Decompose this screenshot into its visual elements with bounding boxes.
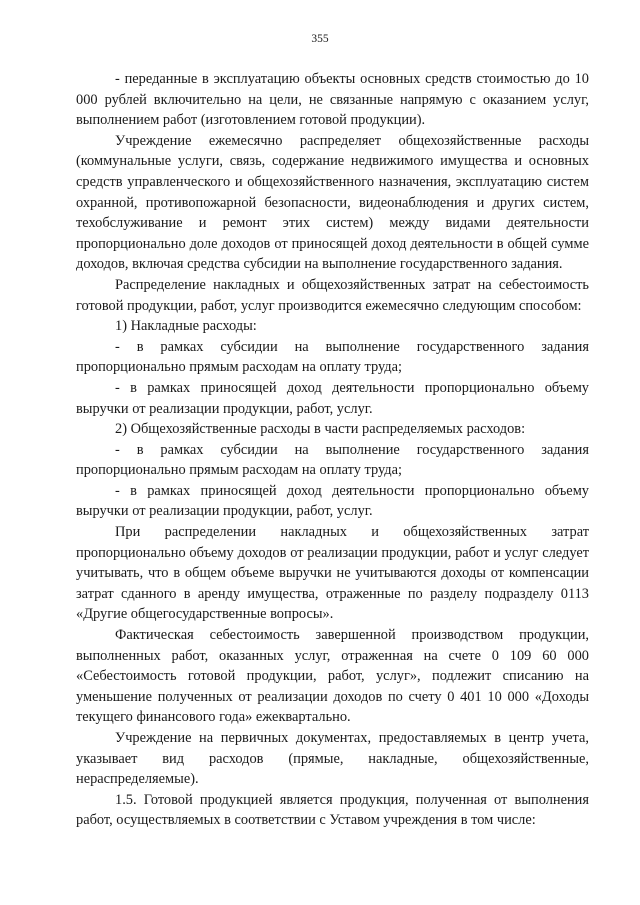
list-item-overhead-subsidy: - в рамках субсидии на выполнение государственного задания пропорционально прямым расходам на оплату труда; [76,338,589,376]
paragraph-section-1-5: 1.5. Готовой продукцией является продукция, полученная от выполнения работ, осуществляемых в соответствии с Уставом учреждения в том числе: [76,791,589,829]
paragraph-revenue-exclusion: При распределении накладных и общехозяйственных затрат пропорционально объему доходов от реализации продукции, работ и услуг следует учитывать, что в общем объеме выручки не учитываются доходы от компенсации затрат сданного в аренду имущества, отраженные по разделу подразделу 0113 «Другие общегосударственные вопросы». [76,524,589,623]
list-item-general-subsidy: - в рамках субсидии на выполнение государственного задания пропорционально прямым расходам на оплату труда; [76,441,589,479]
list-item-general-income: - в рамках приносящей доход деятельности пропорционально объему выручки от реализации продукции, работ, услуг. [76,482,589,520]
paragraph-overhead-heading: 1) Накладные расходы: [115,318,257,335]
paragraph-distribution-method: Распределение накладных и общехозяйственных затрат на себестоимость готовой продукции, работ, услуг производится ежемесячно следующим способом: [76,276,589,314]
page-number: 355 [311,33,329,45]
paragraph-fixed-assets-item: - переданные в эксплуатацию объекты основных средств стоимостью до 10 000 рублей включительно на цели, не связанные напрямую с оказанием услуг, выполнением работ (изготовлением готовой продукции). [76,71,589,129]
document-body [76,69,589,831]
list-item-overhead-income: - в рамках приносящей доход деятельности пропорционально объему выручки от реализации продукции, работ, услуг. [76,379,589,417]
paragraph-general-expenses: Учреждение ежемесячно распределяет общехозяйственные расходы (коммунальные услуги, связь, содержание недвижимого имущества и основных средств управленческого и общехозяйственного назначения, эксплуатацию систем охранной, противопожарной безопасности, видеонаблюдения и других систем, техобслуживание и ремонт этих систем) между видами деятельности пропорционально доле доходов от приносящей доход деятельности в общей сумме доходов, включая средства субсидии на выполнение государственного задания. [76,132,589,273]
paragraph-general-heading: 2) Общехозяйственные расходы в части распределяемых расходов: [115,421,526,438]
paragraph-primary-documents: Учреждение на первичных документах, предоставляемых в центр учета, указывает вид расходов (прямые, накладные, общехозяйственные, нераспределяемые). [76,730,589,788]
paragraph-actual-cost: Фактическая себестоимость завершенной производством продукции, выполненных работ, оказанных услуг, отраженная на счете 0 109 60 000 «Себестоимость готовой продукции, работ, услуг», подлежит списанию на уменьшение полученных от реализации доходов по счету 0 401 10 000 «Доходы текущего финансового года» ежеквартально. [76,627,589,726]
